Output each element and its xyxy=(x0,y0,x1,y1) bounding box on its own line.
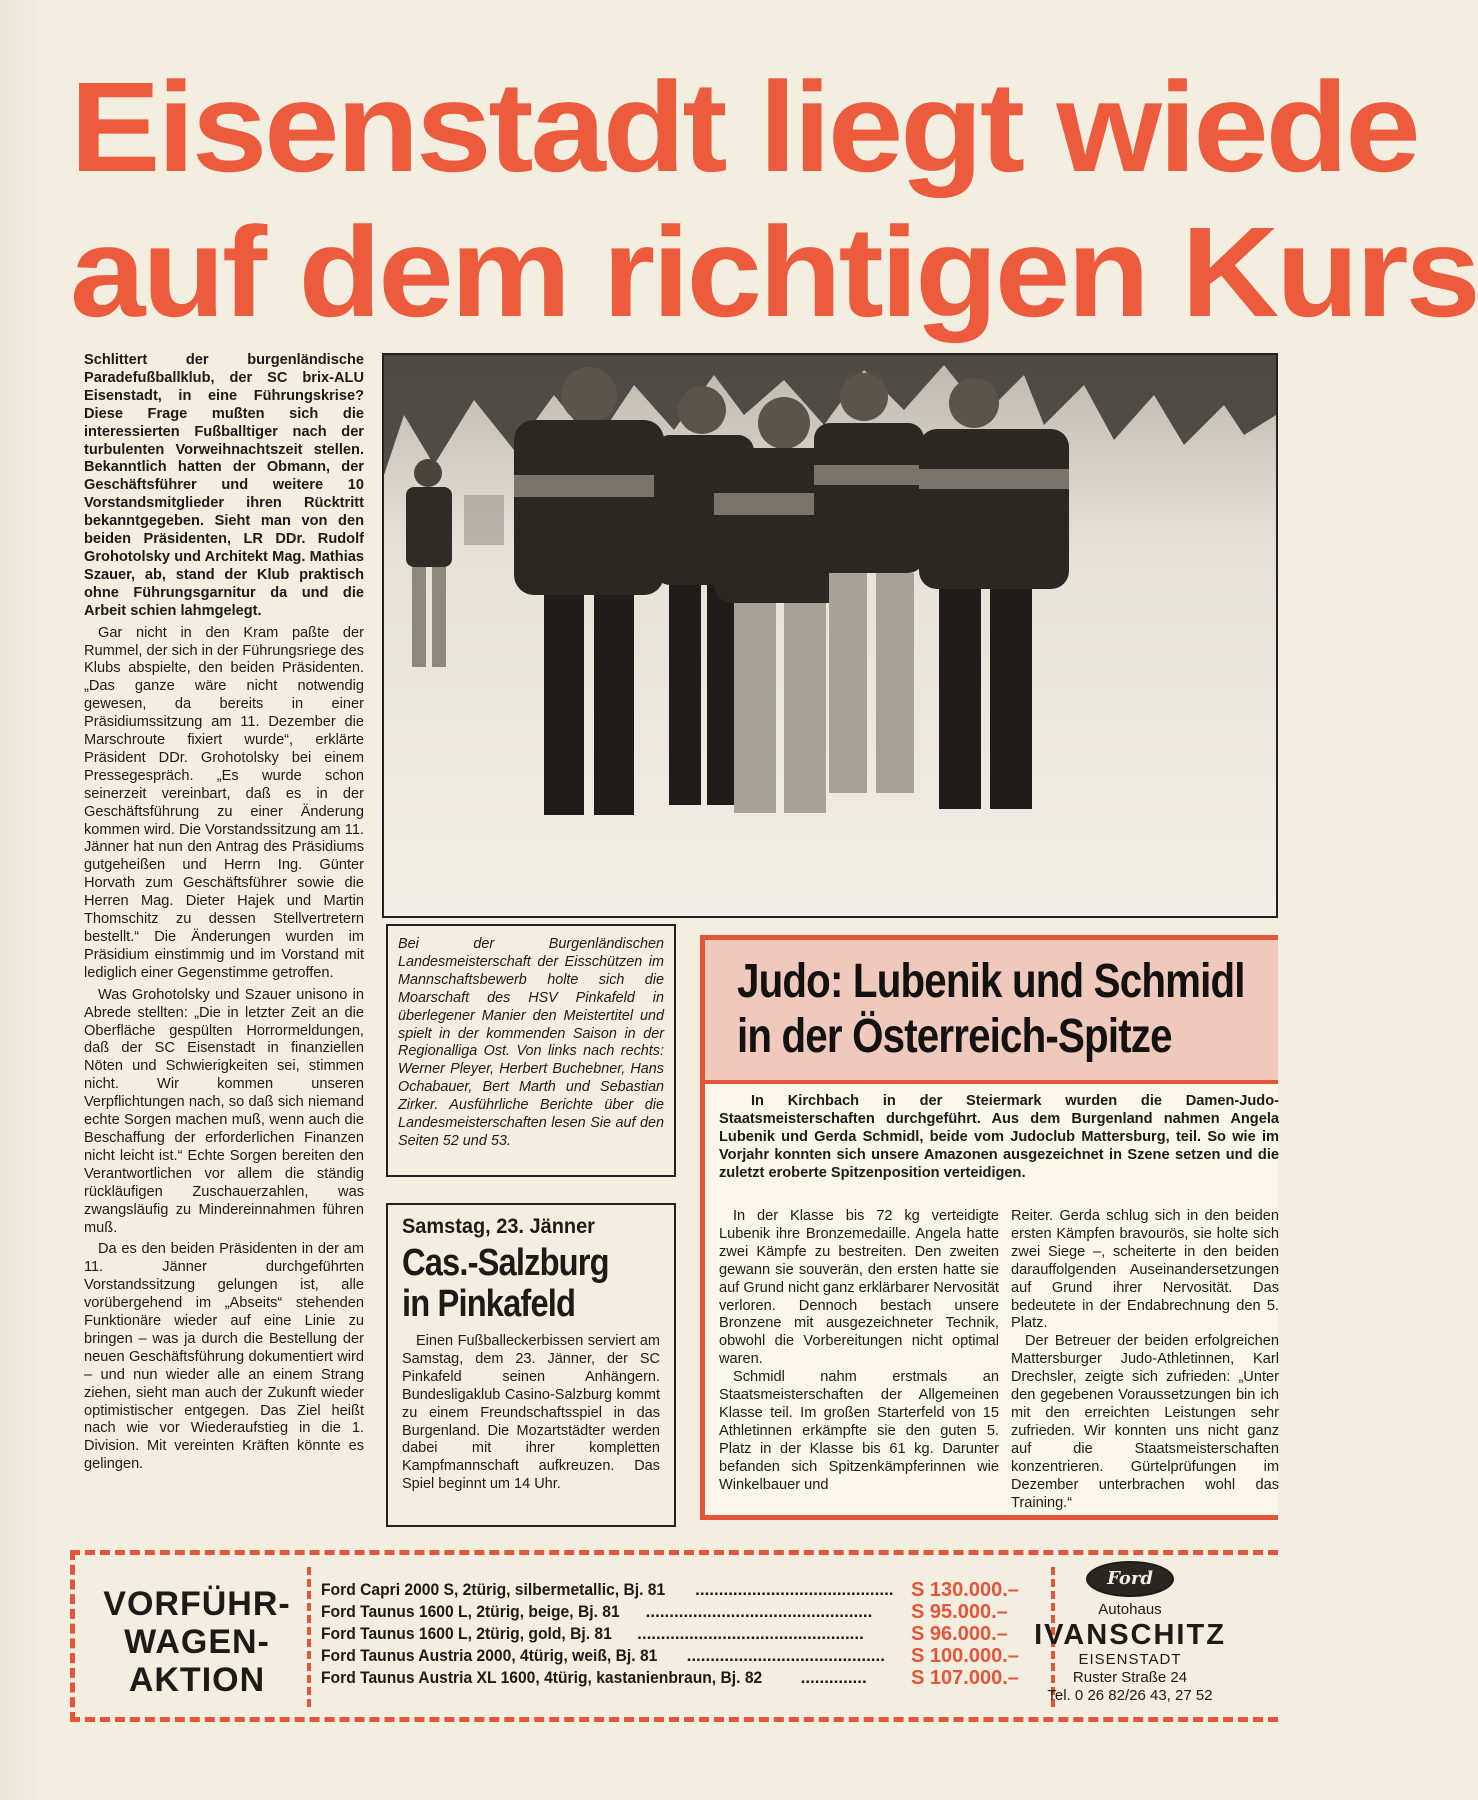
offer-price: S 107.000.– xyxy=(911,1667,1019,1689)
offer-dots: .............. xyxy=(800,1668,867,1687)
judo-title-line-1: Judo: Lubenik und Schmidl xyxy=(737,955,1245,1008)
ad-title xyxy=(97,1585,297,1699)
offer-dots: ................................................ xyxy=(637,1624,864,1643)
headline-line-2: auf dem richtigen Kurs xyxy=(70,201,1478,344)
sidebar-body: Einen Fußballeckerbissen serviert am Samstag, dem 23. Jänner, der SC Pinkafeld seinen Anhängern. Bundesligaklub Casino-Salzburg kommt zu einem Freundschaftsspiel in das Burgenland. Die Mozartstädter werden dabei mit ihrer kompletten Kampfmannschaft aufkreuzen. Das Spiel beginnt um 14 Uhr. xyxy=(402,1333,660,1493)
judo-column-2 xyxy=(1011,1208,1279,1512)
judo-title-line-2: in der Österreich-Spitze xyxy=(737,1010,1172,1063)
sidebar-title-line-2: in Pinkafeld xyxy=(402,1283,576,1325)
judo-paragraph: Reiter. Gerda schlug sich in den beiden ersten Kämpfen bravourös, sie holte sich zwei Siege –, scheiterte in den beiden darauffolgenden Auseinandersetzungen auf Grund ihrer Nervosität. Das bedeutete in der Endabrechnung den 5. Platz. xyxy=(1011,1208,1279,1332)
article-paragraph: Da es den beiden Präsidenten in der am 11. Jänner durchgeführten Vorstandssitzung gelungen ist, alle vorübergehend im „Abseits“ stehenden Funktionäre wieder auf eine Linie zu bringen – was ja durch die Bestellung der neuen Geschäftsführung dokumentiert wird – und nun wieder alle an einem Strang ziehen, sieht man auch der Zukunft wieder optimistischer entgegen. Das Ziel heißt nach wie vor Wiederaufstieg in die 1. Division. Mit vereinten Kräften könnte es gelingen. xyxy=(84,1241,364,1473)
ad-title-line-2: WAGEN- xyxy=(124,1623,270,1661)
offer-dots: .......................................... xyxy=(695,1580,894,1599)
dealer-street: Ruster Straße 24 xyxy=(1072,1669,1188,1686)
ad-title-line-1: VORFÜHR- xyxy=(103,1585,291,1623)
offer-description: Ford Taunus Austria 2000, 4türig, weiß, Bj. 81 xyxy=(321,1646,658,1665)
main-article xyxy=(84,352,364,1478)
ad-offer-list xyxy=(321,1579,1041,1689)
article-lead-paragraph: Schlittert der burgenländische Paradefußballklub, der SC brix-ALU Eisenstadt, in eine Führungskrise? Diese Frage mußten sich die interessierten Fußballtiger nach der turbulenten Vorweihnachtszeit stellen. Bekanntlich hatten der Obmann, der Geschäftsführer und weitere 10 Vorstandsmitglieder ihren Rücktritt bekanntgegeben. Sieht man von den beiden Präsidenten, LR DDr. Rudolf Grohotolsky und Architekt Mag. Mathias Szauer, ab, stand der Klub praktisch ohne Führungsgarnitur da und die Arbeit schien lahmgelegt. xyxy=(84,352,364,619)
article-paragraph: Was Grohotolsky und Szauer unisono in Abrede stellten: „Die in letzter Zeit an die Oberfläche gespülten Horrormeldungen, daß der SC Eisenstadt in finanziellen Nöten und Schwierigkeiten sei, stimmen nicht. Wir kommen unseren Verpflichtungen nach, so daß sich niemand echte Sorgen machen muß, wenn auch die Beschaffung der erforderlichen Finanzen nicht leicht ist.“ Echte Sorgen bereiten den Verantwortlichen vor allem die ständig rückläufigen Zuschauerzahlen, was zwangsläufig zu Mindereinnahmen führen muß. xyxy=(84,986,364,1236)
article-paragraph: Gar nicht in den Kram paßte der Rummel, der sich in der Führungsriege des Klubs abspielte, den beiden Präsidenten. „Das ganze wäre nicht notwendig gewesen, da bereits in einer Präsidiumssitzung am 11. Dezember die Marschroute fixiert wurde“, erklärte Präsident DDr. Grohotolsky bei einem Pressegespräch. „Es wurde schon seinerzeit vereinbart, daß es in der Geschäftsführung zu einer Änderung kommen wird. Die Vorstandssitzung am 11. Jänner hat nun den Antrag des Präsidiums gutgeheißen und Herrn Ing. Günter Horvath zum Geschäftsführer sowie die Herren Mag. Dieter Hajek und Martin Thomschitz zu dessen Stellvertretern bestellt.“ Die Änderungen wurden im Präsidium einstimmig und im Vorstand mit lediglich einer Gegenstimme getroffen. xyxy=(84,624,364,981)
offer-price: S 130.000.– xyxy=(911,1579,1019,1601)
judo-header xyxy=(705,940,1278,1084)
dealer-city: EISENSTADT xyxy=(1078,1651,1182,1668)
judo-title xyxy=(737,954,1245,1064)
team-photo xyxy=(382,353,1278,918)
offer-description: Ford Taunus 1600 L, 2türig, beige, Bj. 81 xyxy=(321,1602,620,1621)
judo-paragraph: In der Klasse bis 72 kg verteidigte Lubenik ihre Bronzemedaille. Angela hatte zwei Kämpfe zu bestreiten. Den zweiten gewann sie souverän, den ersten hatte sie auf Grund nicht ganz erklärbarer Nervosität verloren. Dennoch bestach unsere Bronzene mit ausgezeichneter Technik, obwohl die Vorbereitungen nicht optimal waren. xyxy=(719,1208,999,1368)
offer-description: Ford Taunus 1600 L, 2türig, gold, Bj. 81 xyxy=(321,1624,612,1643)
headline-line-1: Eisenstadt liegt wiede xyxy=(70,56,1418,199)
sidebar-article-football xyxy=(386,1203,676,1527)
ad-offer-row xyxy=(321,1645,1041,1667)
offer-price: S 96.000.– xyxy=(911,1623,1008,1645)
ford-logo-icon: Ford xyxy=(1086,1561,1174,1597)
page-gutter xyxy=(0,0,44,1800)
ad-offer-row xyxy=(321,1601,1041,1623)
offer-description: Ford Taunus Austria XL 1600, 4türig, kastanienbraun, Bj. 82 xyxy=(321,1668,763,1687)
sidebar-date: Samstag, 23. Jänner xyxy=(402,1215,595,1238)
offer-price: S 100.000.– xyxy=(911,1645,1019,1667)
ad-title-line-3: AKTION xyxy=(128,1661,266,1699)
judo-paragraph: Der Betreuer der beiden erfolgreichen Mattersburger Judo-Athletinnen, Karl Drechsler, zeigte sich zufrieden: „Unter den gegebenen Voraussetzungen bin ich mit den erreichten Leistungen sehr zufrieden. Wir konnten uns nicht ganz auf die Staatsmeisterschaften konzentrieren. Gürtelprüfungen im Dezember unterbrachen wohl das Training.“ xyxy=(1011,1333,1279,1511)
sidebar-title-line-1: Cas.-Salzburg xyxy=(402,1242,609,1284)
dealer-phone: Tel. 0 26 82/26 43, 27 52 xyxy=(1047,1687,1213,1704)
dealer-info xyxy=(980,1561,1280,1705)
photo-caption: Bei der Burgenländischen Landesmeisterschaft der Eisschützen im Mannschaftsbewerb holte sich die Moarschaft des HSV Pinkafeld in überlegener Manier den Meistertitel und spielt in der kommenden Saison in der Regionalliga Ost. Von links nach rechts: Werner Pleyer, Herbert Buchebner, Hans Ochabauer, Bert Marth und Sebastian Zirker. Ausführliche Berichte über die Landesmeisterschaften lesen Sie auf den Seiten 52 und 53. xyxy=(386,924,676,1177)
ad-offer-row xyxy=(321,1579,1041,1601)
offer-dots: .......................................... xyxy=(686,1646,885,1665)
judo-column-1 xyxy=(719,1208,999,1495)
offer-dots: ................................................ xyxy=(645,1602,873,1621)
offer-price: S 95.000.– xyxy=(911,1601,1008,1623)
offer-description: Ford Capri 2000 S, 2türig, silbermetallic, Bj. 81 xyxy=(321,1580,666,1599)
judo-lead: In Kirchbach in der Steiermark wurden die Damen-Judo-Staatsmeisterschaften durchgeführt. Aus dem Burgenland nahmen Angela Lubenik und Gerda Schmidl, beide vom Judoclub Mattersburg, teil. So wie im Vorjahr konnten sich unsere Amazonen ausgezeichnet in Szene setzen und die zuletzt eroberte Spitzenposition verteidigen. xyxy=(719,1093,1279,1181)
ad-offer-row xyxy=(321,1667,1041,1689)
main-headline xyxy=(70,55,1478,345)
dealer-name: IVANSCHITZ xyxy=(1034,1619,1226,1651)
ad-offer-row xyxy=(321,1623,1041,1645)
judo-article xyxy=(700,935,1278,1520)
car-dealer-advertisement xyxy=(70,1550,1278,1722)
judo-paragraph: Schmidl nahm erstmals an Staatsmeisterschaften der Allgemeinen Klasse teil. Im großen Starterfeld von 15 Athletinnen erkämpfte sie den guten 5. Platz in der Klasse bis 61 kg. Darunter befanden sich Spitzenkämpferinnen wie Winkelbauer und xyxy=(719,1369,999,1493)
dealer-type: Autohaus xyxy=(1098,1601,1162,1618)
